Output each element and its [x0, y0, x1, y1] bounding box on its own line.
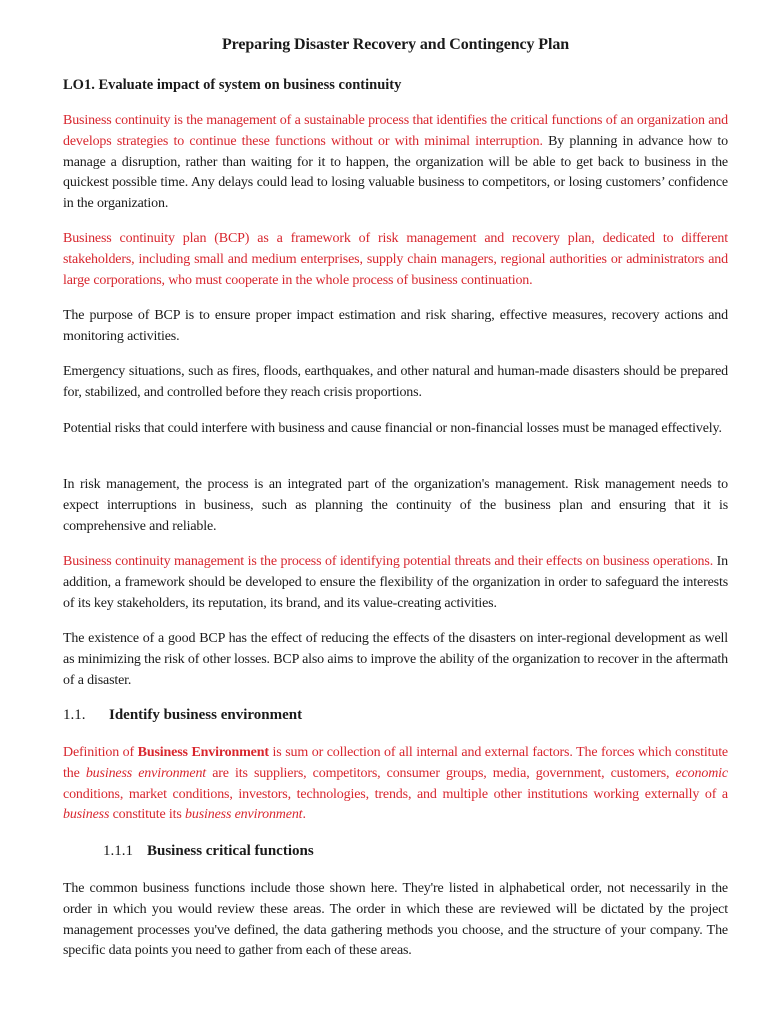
section-heading-lo1: LO1. Evaluate impact of system on business continuity: [63, 77, 402, 93]
document-title: Preparing Disaster Recovery and Contingency Plan: [221, 36, 570, 53]
section-heading-1-1-1: [103, 843, 314, 860]
paragraph-good-bcp: The existence of a good BCP has the effect of reducing the effects of the disasters on inter-regional development as well as minimizing the risk of other losses. BCP also aims to improve the ability of the organization to recover in the aftermath of a disaster.: [63, 631, 728, 688]
paragraph-emergency-situations: Emergency situations, such as fires, floods, earthquakes, and other natural and human-made disasters should be prepared for, stabilized, and controlled before they reach crisis proportions.: [63, 364, 728, 400]
highlighted-text: Business continuity is the management of a sustainable process that identifies the critical functions of an organization and develops strategies to continue these functions without or with minimal interruption.: [63, 113, 728, 149]
text-run: is sum or collection of all internal and external factors. The forces which constitute the: [63, 745, 728, 781]
paragraph-risk-management: In risk management, the process is an integrated part of the organization's management. Risk management needs to expect interruptions in business, such as planning the continuity of the business plan and ensuring that it is comprehensive and reliable.: [63, 477, 728, 534]
text-run: .: [302, 807, 306, 823]
section-title: Identify business environment: [109, 707, 303, 723]
section-number: 1.1.: [63, 707, 86, 723]
paragraph-business-environment-definition: [63, 743, 728, 826]
italic-term: economic: [675, 765, 728, 781]
highlighted-text: Business continuity management is the process of identifying potential threats and their effects on business operations.: [63, 554, 714, 569]
paragraph-potential-risks: Potential risks that could interfere with business and cause financial or non-financial losses must be managed effectively.: [63, 421, 722, 436]
italic-term: business environment: [185, 807, 303, 823]
text-run: constitute its: [109, 807, 186, 823]
paragraph-bcp-framework: Business continuity plan (BCP) as a framework of risk management and recovery plan, dedicated to different stakeholders, including small and medium enterprises, supply chain managers, regional authorities or administrators and large corporations, who must cooperate in the whole process of business continuation.: [63, 231, 728, 288]
bold-term: Business Environment: [137, 745, 269, 760]
section-heading-1-1: [63, 707, 302, 724]
paragraph-common-business-functions: The common business functions include those shown here. They're listed in alphabetical order, not necessarily in the order in which you would review these areas. The order in which these are reviewed will be dictated by the project management processes you've defined, the data gathering methods you choose, and the structure of your company. The specific data points you need to gather from each of these areas.: [63, 881, 728, 959]
paragraph-business-continuity: [63, 111, 728, 215]
text-run: Definition of: [63, 745, 138, 760]
italic-term: business: [63, 807, 110, 823]
body-text: By planning in advance how to manage a disruption, rather than waiting for it to happen, the organization will be able to get back to business in the quickest possible time. Any delays could lead to losing valuable business to competitors, or losing customers’ confidence in the organization.: [63, 133, 728, 212]
paragraph-bcp-purpose: The purpose of BCP is to ensure proper impact estimation and risk sharing, effective measures, recovery actions and monitoring activities.: [63, 308, 728, 344]
text-run: conditions, market conditions, investors, technologies, trends, and multiple other institutions working externally of a: [63, 786, 728, 802]
section-title: Business critical functions: [147, 843, 314, 859]
italic-term: business environment: [85, 765, 207, 781]
section-number: 1.1.1: [103, 843, 133, 859]
paragraph-bcm-process: [63, 552, 728, 614]
text-run: are its suppliers, competitors, consumer groups, media, government, customers,: [206, 765, 676, 781]
body-text: In addition, a framework should be developed to ensure the flexibility of the organization in order to safeguard the interests of its key stakeholders, its reputation, its brand, and its value-creating activities.: [63, 554, 728, 611]
